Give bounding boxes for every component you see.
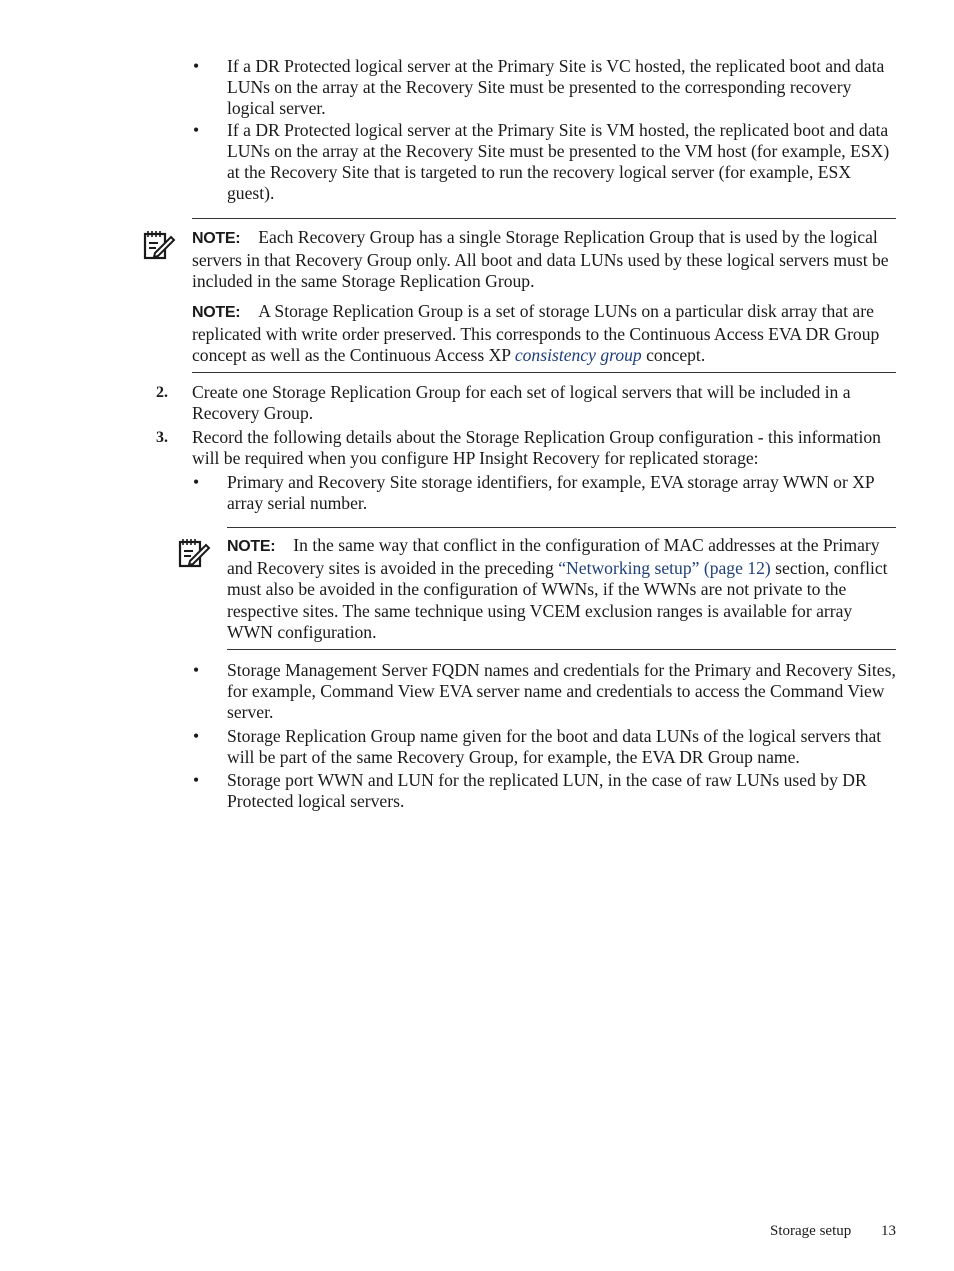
bullet-glyph: • [193,726,200,746]
bullet-text: Storage port WWN and LUN for the replicated LUN, in the case of raw LUNs used by DR Protected logical servers. [227,770,867,811]
step-number: 3. [156,429,168,446]
list-item [193,120,897,204]
bullet-glyph: • [193,472,200,492]
note-text: Each Recovery Group has a single Storage Replication Group that is used by the logical servers in that Recovery Group only. All boot and data LUNs used by these logical servers must be included in the same Storage Replication Group. [192,227,889,291]
note-icon [143,229,177,261]
list-item [193,726,897,768]
bullet-text: Storage Management Server FQDN names and credentials for the Primary and Recovery Sites, for example, Command View EVA server name and credentials to access the Command View server. [227,660,896,722]
note-label: NOTE: [192,304,241,321]
note-label: NOTE: [192,230,241,247]
bullet-glyph: • [193,56,200,76]
list-item [193,472,895,514]
note-paragraph [192,227,896,293]
note-block [227,527,896,650]
bullet-glyph: • [193,770,200,790]
step-number: 2. [156,384,168,401]
note-paragraph [192,301,896,367]
note-paragraph [227,535,896,644]
networking-setup-link[interactable]: “Networking setup” (page 12) [558,557,771,578]
note-text: In the same way that conflict in the configuration of MAC addresses at the Primary and Recovery sites is avoided in the preceding [227,535,880,578]
bullet-text: If a DR Protected logical server at the Primary Site is VM hosted, the replicated boot and data LUNs on the array at the Recovery Site must be presented to the VM host (for example, ESX) at the Recovery Site that is targeted to run the recovery logical server (for example, ESX guest). [227,120,890,203]
note-block [192,218,896,373]
numbered-step [156,427,898,469]
consistency-group-link[interactable]: consistency group [514,345,642,365]
bullet-glyph: • [193,120,200,140]
bullet-text: Storage Replication Group name given for the boot and data LUNs of the logical servers that will be part of the same Recovery Group, for example, the EVA DR Group name. [227,726,882,767]
note-text: A Storage Replication Group is a set of storage LUNs on a particular disk array that are replicated with write order preserved. This corresponds to the Continuous Access EVA DR Group concept as well as the Continuous Access XP [192,301,880,365]
numbered-step [156,382,898,424]
note-icon [178,537,212,569]
note-text: concept. [641,345,706,365]
note-text: section, conflict must also be avoided in the configuration of WWNs, if the WWNs are not private to the respective sites. The same technique using VCEM exclusion ranges is available for array WWN configuration. [227,557,888,642]
bullet-text: If a DR Protected logical server at the Primary Site is VC hosted, the replicated boot and data LUNs on the array at the Recovery Site must be presented to the corresponding recovery logical server. [227,56,885,118]
bullet-text: Primary and Recovery Site storage identifiers, for example, EVA storage array WWN or XP array serial number. [227,472,875,513]
note-label: NOTE: [227,538,276,555]
list-item [193,56,897,119]
list-item [193,770,897,812]
step-text: Record the following details about the Storage Replication Group configuration - this information will be required when you configure HP Insight Recovery for replicated storage: [192,427,881,468]
bullet-glyph: • [193,660,200,680]
footer-section-title: Storage setup [770,1223,852,1239]
step-text: Create one Storage Replication Group for each set of logical servers that will be included in a Recovery Group. [192,382,851,423]
list-item [193,660,897,723]
footer-page-number: 13 [881,1223,896,1239]
